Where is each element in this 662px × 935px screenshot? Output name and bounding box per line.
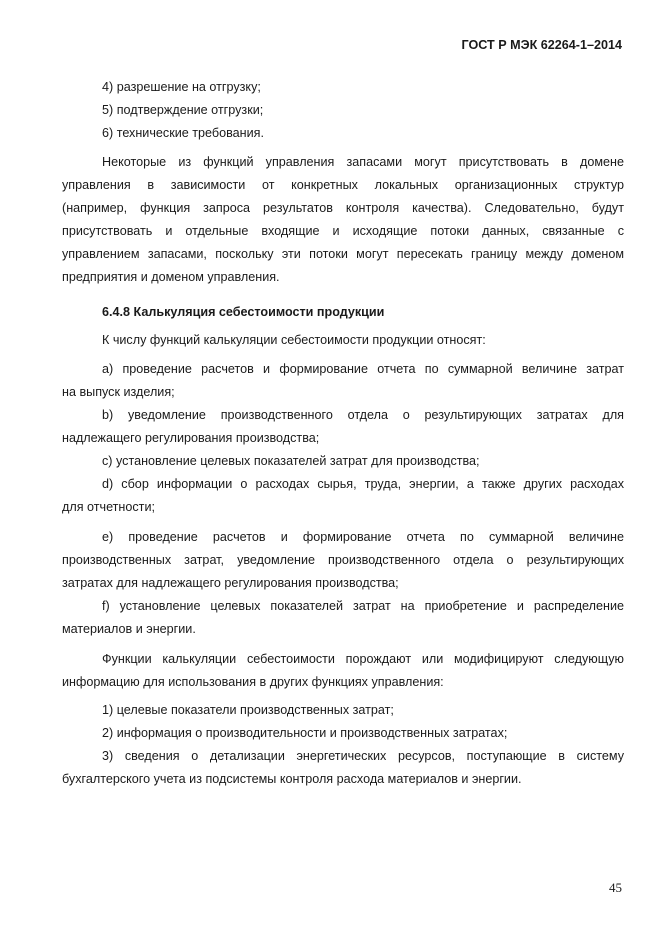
page-content [62,76,624,791]
paragraph-line: предприятия и доменом управления. [62,270,280,284]
list-item-c [62,450,624,473]
section-intro: К числу функций калькуляции себестоимости продукции относят: [102,333,486,347]
paragraph-line: (например, функция запроса результатов контроля качества). Следовательно, будут [62,201,624,215]
item-line: производственных затрат, уведомление производственного отдела о результирующих [62,553,624,567]
paragraph-line: управлением запасами, поскольку эти потоки могут пересекать границу между доменом [62,247,624,261]
paragraph-line: присутствовать и отдельные входящие и исходящие потоки данных, связанные с [62,224,624,238]
paragraph-line: информацию для использования в других функциях управления: [62,675,444,689]
page-number: 45 [609,880,622,895]
item-line: a) проведение расчетов и формирование отчета по суммарной величине затрат [102,362,624,376]
paragraph-outputs [62,648,624,694]
list-item-d [62,473,624,519]
item-line: f) установление целевых показателей затрат на приобретение и распределение [102,599,624,613]
list-item-a [62,358,624,404]
list-item: 4) разрешение на отгрузку; [102,80,261,94]
item-line: d) сбор информации о расходах сырья, труда, энергии, а также других расходах [102,477,624,491]
list-item-3 [62,745,624,791]
paragraph-line: Функции калькуляции себестоимости порождают или модифицируют следующую [102,652,624,666]
list-item: 5) подтверждение отгрузки; [102,103,264,117]
list-item: 6) технические требования. [102,126,264,140]
item-line: затратах для надлежащего регулирования производства; [62,576,399,590]
item-line: c) установление целевых показателей затрат для производства; [102,454,480,468]
item-line: для отчетности; [62,500,155,514]
list-item-b [62,404,624,450]
section-heading: 6.4.8 Калькуляция себестоимости продукции [102,305,385,319]
item-line: надлежащего регулирования производства; [62,431,320,445]
item-line: материалов и энергии. [62,622,196,636]
paragraph-inventory [62,151,624,289]
item-line: 3) сведения о детализации энергетических ресурсов, поступающие в систему [102,749,624,763]
item-line: на выпуск изделия; [62,385,175,399]
item-line: b) уведомление производственного отдела о результирующих затратах для [102,408,624,422]
item-line: бухгалтерского учета из подсистемы контроля расхода материалов и энергии. [62,772,522,786]
list-item: 2) информация о производительности и производственных затратах; [102,726,508,740]
document-header: ГОСТ Р МЭК 62264-1–2014 [461,38,622,52]
paragraph-line: Некоторые из функций управления запасами могут присутствовать в домене [102,155,624,169]
paragraph-line: управления в зависимости от конкретных локальных организационных структур [62,178,624,192]
list-item-e [62,526,624,595]
list-item: 1) целевые показатели производственных затрат; [102,703,394,717]
list-item-f [62,595,624,641]
item-line: e) проведение расчетов и формирование отчета по суммарной величине [102,530,624,544]
